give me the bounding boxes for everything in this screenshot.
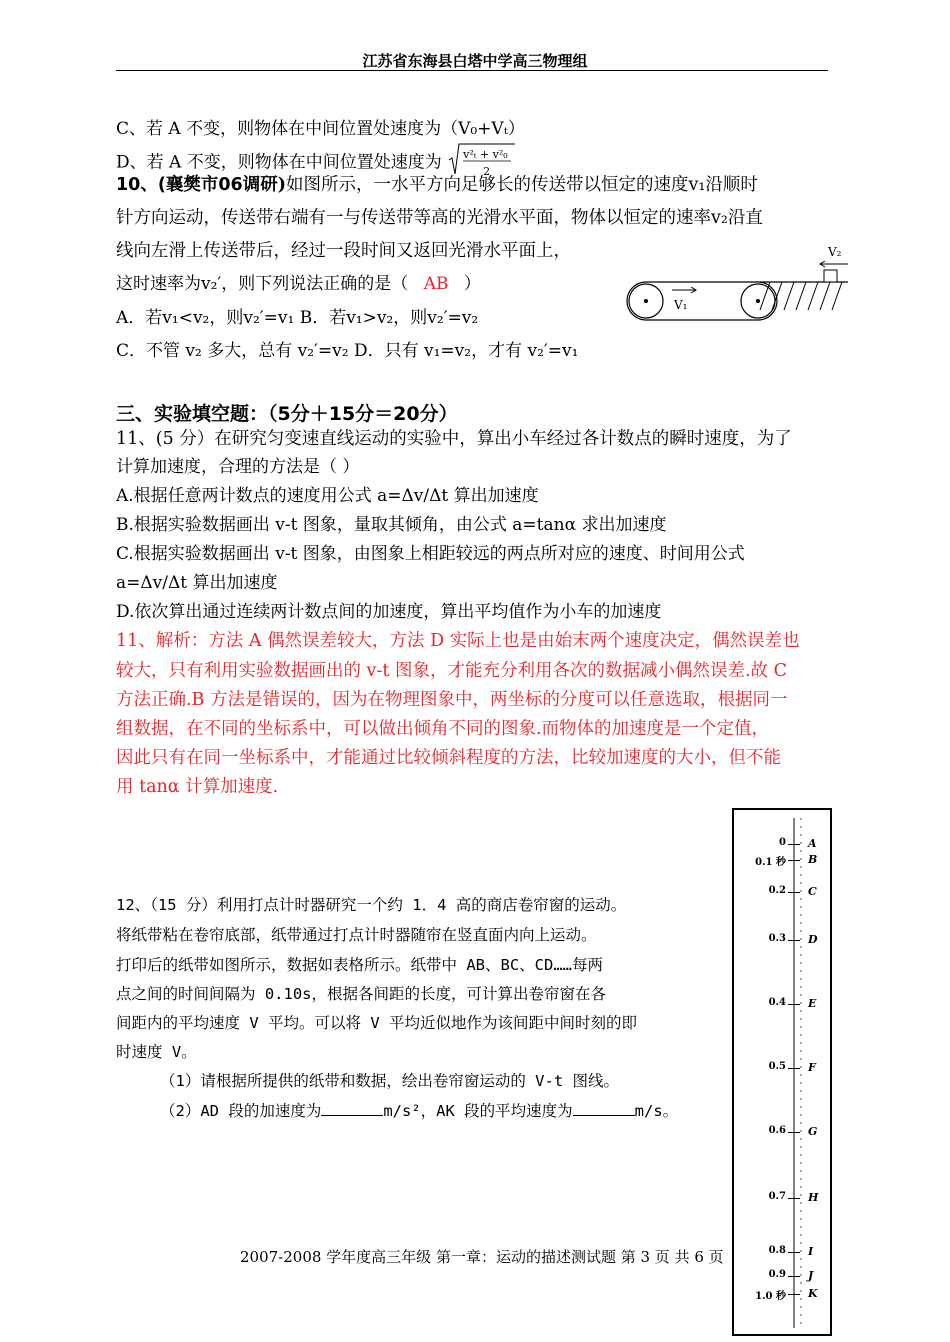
q11-option-d: D.依次算出通过连续两计数点间的加速度，算出平均值作为小车的加速度 [116,602,662,622]
tape-time-label: 0.5 [768,1061,786,1072]
tape-time-label: 0.1 秒 [755,857,786,868]
tape-tick [788,860,800,861]
tape-point-letter: K [808,1287,818,1300]
q12-sub1: （1）请根据所提供的纸带和数据，绘出卷帘窗运动的 V-t 图线。 [160,1072,619,1090]
tape-time-label: 0.2 [768,885,786,896]
tape-tick [788,1294,800,1295]
tape-time-label: 0.4 [768,997,786,1008]
tape-point-letter: G [808,1125,818,1138]
tape-time-label: 1.0 秒 [755,1291,786,1302]
q11-analysis-line: 组数据，在不同的坐标系中，可以做出倾角不同的图象.而物体的加速度是一个定值， [116,719,770,739]
tape-point-letter: A [808,837,817,850]
answer-blank-ak[interactable] [573,1101,635,1116]
q9-option-c: C、若 A 不变，则物体在中间位置处速度为（V₀+Vₜ） [116,119,525,139]
tape-point-letter: C [808,885,817,898]
tape-point-letter: E [808,997,817,1010]
tape-tick [788,940,800,941]
q12-line: 打印后的纸带如图所示，数据如表格所示。纸带中 AB、BC、CD……每两 [116,956,603,974]
page-footer: 2007-2008 学年度高三年级 第一章：运动的描述测试题 第 3 页 共 6 页 [240,1248,724,1266]
tape-time-label: 0.7 [768,1191,786,1202]
tape-tick [788,892,800,893]
q10-options-cd: C．不管 v₂ 多大，总有 v₂′=v₂ D．只有 v₁=v₂，才有 v₂′=v₁ [116,341,579,361]
q9-formula-denominator: 2 [483,165,491,178]
tape-tick [788,1276,800,1277]
q10-source: 襄樊市06调研 [165,175,278,195]
tape-time-label: 0.3 [768,933,786,944]
tape-tick [788,1252,800,1253]
q10-label: 10、( [116,175,166,195]
q12-line: 间距内的平均速度 V 平均。可以将 V 平均近似地作为该间距中间时刻的即 [116,1014,637,1032]
tape-point-letter: F [808,1061,816,1074]
q12-line: 12、（15 分）利用打点计时器研究一个约 1．4 高的商店卷帘窗的运动。 [116,896,627,914]
q11-option-a: A.根据任意两计数点的速度用公式 a=Δv/Δt 算出加速度 [116,486,539,506]
section-title: 三、实验填空题：（5分＋15分＝20分） [116,403,458,425]
q10-line1: 10、(襄樊市06调研)如图所示，一水平方向足够长的传送带以恒定的速度v₁沿顺时 [116,175,758,195]
tape-time-label: 0.9 [768,1269,786,1280]
tape-point-letter: B [808,853,818,866]
q11-analysis-line: 较大，只有利用实验数据画出的 v-t 图象，才能充分利用各次的数据减小偶然误差.故 C [116,661,787,681]
page-header-title: 江苏省东海县白塔中学高三物理组 [362,52,588,70]
q10-line4 [116,273,481,295]
tape-tick [788,1132,800,1133]
tape-time-label: 0 [779,837,786,848]
v2-label: V₂ [828,245,842,259]
q12-line: 时速度 V。 [116,1043,197,1061]
q12-sub2-pre: （2）AD 段的加速度为 [160,1102,322,1120]
q11-line2: 计算加速度，合理的方法是（ ） [116,457,360,477]
q10-line3: 线向左滑上传送带后，经过一段时间又返回光滑水平面上， [116,241,571,261]
paper-tape-figure [732,808,832,1336]
q12-sub2 [160,1100,678,1122]
q10-line4-post: ） [463,274,481,294]
q11-analysis-line: 因此只有在同一坐标系中，才能通过比较倾斜程度的方法，比较加速度的大小，但不能 [116,748,781,768]
q10-line4-pre: 这时速率为v₂′，则下列说法正确的是（ [116,274,409,294]
tape-time-label: 0.6 [768,1125,786,1136]
q11-analysis-line: 用 tanα 计算加速度. [116,777,279,797]
conveyor-diagram [622,240,854,330]
tape-tick [788,1004,800,1005]
header-rule [116,70,828,71]
q11-option-c1: C.根据实验数据画出 v-t 图象，由图象上相距较远的两点所对应的速度、时间用公式 [116,544,745,564]
tape-time-label: 0.8 [768,1245,786,1256]
q9-option-d-text: D、若 A 不变，则物体在中间位置处速度为 [116,152,442,173]
q11-line1: 11、(5 分）在研究匀变速直线运动的实验中，算出小车经过各计数点的瞬时速度，为了 [116,429,792,449]
q10-line1-text: 如图所示，一水平方向足够长的传送带以恒定的速度v₁沿顺时 [286,175,758,195]
tape-tick [788,1198,800,1199]
answer-blank-ad[interactable] [321,1101,383,1116]
q11-analysis-line: 方法正确.B 方法是错误的，因为在物理图象中，两坐标的分度可以任意选取，根据同一 [116,690,788,710]
q12-line: 将纸带粘在卷帘底部，纸带通过打点计时器随帘在竖直面内向上运动。 [116,926,597,944]
q10-options-ab: A．若v₁<v₂，则v₂′=v₁ B．若v₁>v₂，则v₂′=v₂ [116,308,479,328]
q12-line: 点之间的时间间隔为 0.10s，根据各间距的长度，可计算出卷帘窗在各 [116,985,606,1003]
tape-point-letter: H [808,1191,819,1204]
q11-option-c2: a=Δv/Δt 算出加速度 [116,573,278,593]
tape-point-letter: I [808,1245,814,1258]
q12-sub2-post: m/s。 [634,1102,679,1120]
tape-tick [788,1068,800,1069]
q9-formula-numerator: v²ₜ + v²₀ [463,148,508,161]
q11-analysis-line: 11、解析：方法 A 偶然误差较大，方法 D 实际上也是由始末两个速度决定，偶然误差也 [116,631,800,651]
q11-option-b: B.根据实验数据画出 v-t 图象，量取其倾角，由公式 a=tanα 求出加速度 [116,515,667,535]
q12-sub2-mid: m/s²，AK 段的平均速度为 [383,1102,573,1120]
q10-answer: AB [423,274,449,294]
tape-point-letter: J [808,1269,814,1282]
q10-line2: 针方向运动，传送带右端有一与传送带等高的光滑水平面，物体以恒定的速率v₂沿直 [116,208,763,228]
v1-label: V₁ [674,298,688,312]
conveyor-belt-figure [622,240,854,330]
tape-point-letter: D [808,933,818,946]
tape-tick [788,844,800,845]
